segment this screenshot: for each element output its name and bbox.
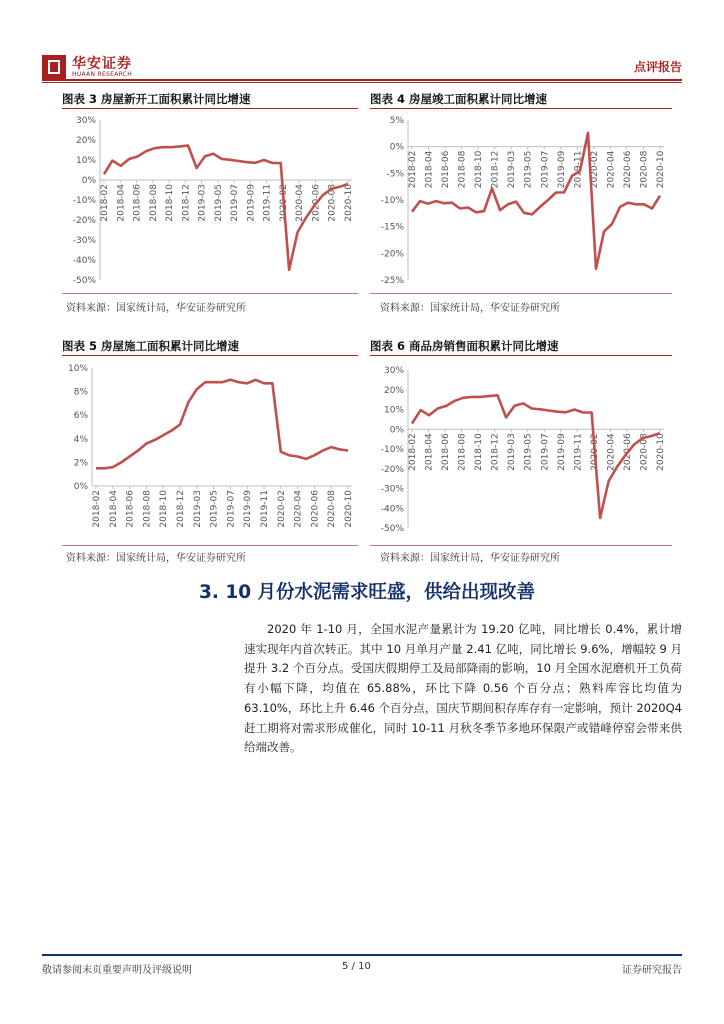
x-tick-label: 2019-07	[540, 433, 551, 471]
x-tick-label: 2019-11	[260, 490, 270, 528]
series-line	[96, 380, 348, 469]
x-tick-label: 2019-05	[213, 184, 224, 222]
x-tick-label: 2019-05	[523, 150, 534, 189]
y-tick-label: 4%	[73, 434, 88, 445]
x-tick-label: 2018-12	[490, 150, 501, 189]
x-tick-label: 2020-08	[639, 433, 650, 471]
x-tick-label: 2018-10	[165, 184, 176, 222]
footer-divider	[42, 954, 682, 956]
x-tick-label: 2018-08	[457, 150, 468, 189]
y-tick-label: 10%	[67, 364, 88, 374]
figure-3-top-rule	[62, 108, 358, 109]
x-tick-label: 2018-08	[142, 490, 153, 528]
x-tick-label: 2018-04	[108, 490, 119, 528]
x-tick-label: 2018-06	[441, 150, 452, 189]
y-tick-label: -20%	[72, 216, 96, 226]
figure-5-top-rule	[62, 355, 358, 356]
figure-6-chart	[370, 358, 672, 542]
footer-report-label: 证券研究报告	[622, 965, 682, 976]
y-tick-label: -30%	[72, 236, 96, 246]
x-tick-label: 2018-12	[490, 433, 501, 471]
y-tick-label: -40%	[380, 504, 404, 515]
figure-4-bottom-rule	[370, 293, 672, 294]
y-tick-label: -5%	[386, 169, 404, 180]
figure-5-title: 图表 5 房屋施工面积累计同比增速	[62, 339, 240, 353]
x-tick-label: 2019-03	[192, 490, 203, 528]
x-tick-label: 2020-10	[656, 433, 666, 471]
y-tick-label: -10%	[380, 196, 404, 206]
header-divider-thin	[42, 82, 682, 83]
y-tick-label: 0%	[73, 482, 88, 492]
logo-subtext: HUAAN RESEARCH	[72, 71, 133, 78]
y-tick-label: 20%	[383, 385, 404, 396]
figure-3-bottom-rule	[62, 293, 358, 294]
x-tick-label: 2019-09	[246, 184, 257, 222]
x-tick-label: 2020-04	[295, 184, 306, 222]
x-tick-label: 2019-07	[540, 150, 551, 189]
x-tick-label: 2018-04	[424, 433, 435, 471]
figure-4-chart	[370, 110, 672, 290]
y-tick-label: -10%	[380, 445, 404, 455]
figure-3-source: 资料来源：国家统计局，华安证券研究所	[66, 303, 246, 314]
x-tick-label: 2018-08	[148, 184, 159, 222]
figure-3-chart	[62, 110, 358, 290]
y-tick-label: 0%	[389, 142, 404, 153]
x-tick-label: 2020-06	[622, 150, 633, 189]
y-tick-label: 0%	[389, 425, 404, 436]
x-tick-label: 2018-08	[457, 433, 468, 471]
y-tick-label: 8%	[73, 387, 88, 398]
y-tick-label: 0%	[81, 176, 96, 186]
x-tick-label: 2018-06	[441, 433, 452, 471]
x-tick-label: 2020-02	[278, 184, 289, 222]
x-tick-label: 2020-04	[293, 490, 304, 528]
figure-6-title: 图表 6 商品房销售面积累计同比增速	[370, 339, 559, 353]
x-tick-label: 2018-10	[159, 490, 170, 528]
x-tick-label: 2019-09	[556, 150, 567, 189]
x-tick-label: 2018-02	[408, 433, 418, 471]
section-heading: 3. 10 月份水泥需求旺盛，供给出现改善	[199, 582, 536, 603]
x-tick-label: 2018-04	[116, 184, 127, 222]
footer-disclaimer: 敬请参阅末页重要声明及评级说明	[42, 965, 192, 976]
y-tick-label: 2%	[73, 458, 88, 469]
x-tick-label: 2020-02	[276, 490, 287, 528]
y-tick-label: 10%	[383, 405, 404, 416]
logo-mark-icon	[42, 55, 66, 79]
y-tick-label: 30%	[75, 116, 96, 126]
figure-5-source: 资料来源：国家统计局，华安证券研究所	[66, 553, 246, 564]
x-tick-label: 2020-08	[327, 490, 338, 528]
y-tick-label: -15%	[380, 222, 404, 233]
x-tick-label: 2018-12	[181, 184, 192, 222]
y-tick-label: 6%	[73, 411, 88, 422]
y-tick-label: -20%	[380, 249, 404, 260]
x-tick-label: 2019-11	[262, 184, 273, 222]
y-tick-label: -40%	[72, 256, 96, 266]
x-tick-label: 2020-04	[606, 150, 617, 189]
x-tick-label: 2020-06	[622, 433, 633, 471]
y-tick-label: 20%	[75, 136, 96, 146]
y-tick-label: 5%	[389, 116, 404, 126]
figure-6-bottom-rule	[370, 545, 672, 546]
header-divider	[42, 79, 682, 81]
x-tick-label: 2019-09	[556, 433, 567, 471]
x-tick-label: 2020-04	[606, 433, 617, 471]
x-tick-label: 2018-10	[474, 150, 485, 189]
y-tick-label: -50%	[380, 524, 404, 534]
x-tick-label: 2020-02	[589, 433, 600, 471]
figure-5-chart	[62, 358, 358, 542]
section-body-paragraph: 2020 年 1-10 月，全国水泥产量累计为 19.20 亿吨，同比增长 0.4%，累计增速实现年内首次转正。其中 10 月单月产量 2.41 亿吨，同比增长 9.6%，增幅较 9 月提升 3.2 个百分点。受国庆假期停工及局部降雨的影响，10 月全国水泥磨机开工负荷有小幅下降，均值在 65.88%，环比下降 0.56 个百分点；熟料库容比均值为 63.10%，环比上升 6.46 个百分点，国庆节期间积存库存有一定影响，预计 2020Q4 赶工期将对需求形成催化，同时 10-11 月秋冬季节多地环保限产或错峰停窑会带来供给端改善。	[244, 622, 682, 755]
x-tick-label: 2018-02	[100, 184, 110, 222]
figure-4-title: 图表 4 房屋竣工面积累计同比增速	[370, 92, 548, 106]
x-tick-label: 2019-03	[507, 150, 518, 189]
y-tick-label: -10%	[72, 196, 96, 206]
x-tick-label: 2020-08	[639, 150, 650, 189]
x-tick-label: 2018-06	[125, 490, 136, 528]
x-tick-label: 2020-06	[311, 184, 322, 222]
page-number: 5 / 10	[342, 961, 371, 972]
y-tick-label: -50%	[72, 276, 96, 286]
x-tick-label: 2018-12	[176, 490, 186, 528]
y-tick-label: -25%	[380, 276, 404, 286]
x-tick-label: 2020-10	[656, 150, 666, 189]
x-tick-label: 2018-06	[132, 184, 143, 222]
y-tick-label: -30%	[380, 484, 404, 495]
x-tick-label: 2019-09	[243, 490, 254, 528]
x-tick-label: 2020-02	[589, 150, 600, 189]
x-tick-label: 2019-05	[209, 490, 220, 528]
x-tick-label: 2020-10	[344, 184, 354, 222]
x-tick-label: 2019-11	[573, 150, 584, 189]
x-tick-label: 2019-03	[197, 184, 208, 222]
figure-4-top-rule	[370, 108, 672, 109]
report-type-label: 点评报告	[633, 60, 682, 74]
x-tick-label: 2020-10	[344, 490, 354, 528]
x-tick-label: 2018-04	[424, 150, 435, 189]
y-tick-label: 30%	[383, 366, 404, 376]
x-tick-label: 2019-03	[507, 433, 518, 471]
figure-3-title: 图表 3 房屋新开工面积累计同比增速	[62, 92, 251, 106]
x-tick-label: 2018-10	[474, 433, 485, 471]
figure-6-top-rule	[370, 355, 672, 356]
x-tick-label: 2020-06	[310, 490, 321, 528]
figure-6-source: 资料来源：国家统计局，华安证券研究所	[380, 553, 560, 564]
x-tick-label: 2019-07	[226, 490, 237, 528]
x-tick-label: 2018-02	[408, 150, 418, 189]
y-tick-label: -20%	[380, 464, 404, 475]
logo-text: 华安证券	[72, 56, 132, 72]
x-tick-label: 2018-02	[92, 490, 102, 528]
x-tick-label: 2019-05	[523, 433, 534, 471]
figure-4-source: 资料来源：国家统计局，华安证券研究所	[380, 303, 560, 314]
figure-5-bottom-rule	[62, 545, 358, 546]
x-tick-label: 2020-08	[327, 184, 338, 222]
y-tick-label: 10%	[75, 156, 96, 166]
x-tick-label: 2019-11	[573, 433, 584, 471]
x-tick-label: 2019-07	[230, 184, 241, 222]
